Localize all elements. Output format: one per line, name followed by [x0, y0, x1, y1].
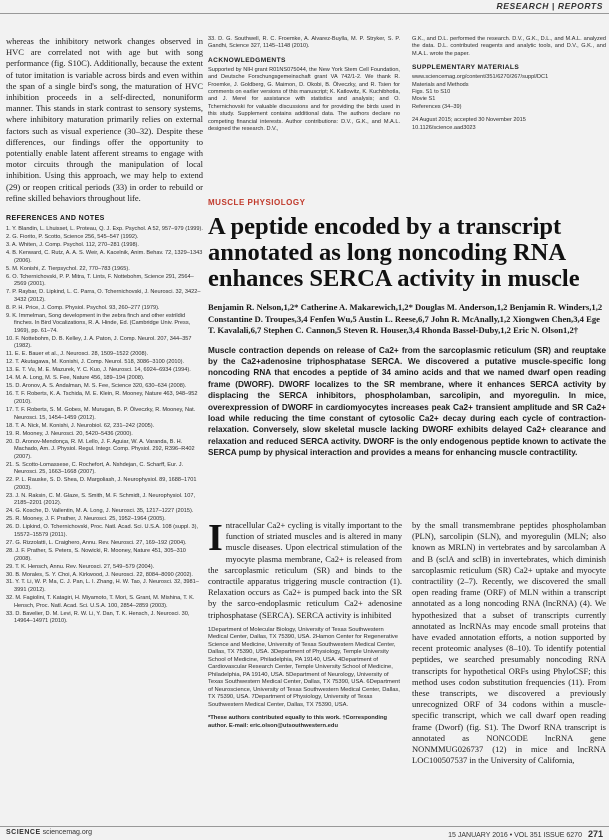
references-list: [6, 226, 203, 626]
header-rule: [0, 13, 609, 14]
author-contributions: G.K., and D.L. performed the research. D.V., G.K., D.L., and M.A.L. analyzed the data. D.L. contributed reagents and analytic tools, and D.V., G.K., and M.A.L. wrote the paper.: [412, 36, 606, 57]
article-header: [208, 198, 606, 459]
reference-item: 3. A. Whiten, J. Comp. Psychol. 112, 270–281 (1998).: [6, 242, 139, 249]
reference-item: 14. M. A. Long, M. S. Fee, Nature 456, 189–194 (2008).: [6, 375, 145, 382]
reference-item: 18. T. A. Nick, M. Konishi, J. Neurobiol. 62, 231–242 (2005).: [6, 422, 155, 429]
reference-item: 7. P. Raybar, D. Lipkind, L. C. Parra, O. Tchernichovski, J. Neurosci. 32, 3422–3432 (2012).: [6, 289, 201, 303]
supplementary-heading: SUPPLEMENTARY MATERIALS: [412, 64, 520, 72]
author-affiliations: 1Department of Molecular Biology, University of Texas Southwestern Medical Center, Dallas, TX 75390, USA. 2Hamon Center for Regenerative Science and Medicine, University of Texas Southwestern Medical Center, Dallas, TX 75390, USA. 3Department of Physiology, Temple University School of Medicine, Philadelphia, PA 19140, USA. 4Department of Cardiovascular Research Center, Temple University School of Medicine, Philadelphia, PA 19140, USA. 5Department of Neurology, University of Texas Southwestern Medical Center, Dallas, TX 75390, USA. 6Department of Neuroscience, University of Texas Southwestern Medical Center, Dallas, TX 75390, USA. 7Department of Physiology, University of Texas Southwestern Medical Center, Dallas, TX 75390, USA.: [208, 626, 400, 708]
references-heading: REFERENCES AND NOTES: [6, 215, 105, 223]
reference-item: 5. M. Konishi, Z. Tierpsychol. 22, 770–783 (1965).: [6, 265, 130, 272]
supplementary-item: Figs. S1 to S10: [412, 89, 451, 96]
article-title: A peptide encoded by a transcript annotated as long noncoding RNA enhances SERCA activity in muscle: [208, 213, 580, 292]
acknowledgments-heading: ACKNOWLEDGMENTS: [208, 56, 286, 64]
acknowledgments-block: [208, 36, 400, 133]
journal-site[interactable]: sciencemag.org: [42, 829, 92, 836]
reference-item: 31. Y. T. Li, W. P. Ma, C. J. Pan, L. I. Zhang, H. W. Tao, J. Neurosci. 32, 3981–3991 (2012).: [6, 579, 199, 594]
drop-cap: I: [208, 517, 223, 559]
supplementary-url[interactable]: www.sciencemag.org/content/351/6270/267/suppl/DC1: [412, 74, 549, 81]
footer-rule: [0, 826, 609, 827]
reference-item: 11. E. E. Bauer et al., J. Neurosci. 28, 1509–1522 (2008).: [6, 351, 149, 358]
journal-name: SCIENCE: [6, 829, 41, 836]
supplementary-item: Materials and Methods: [412, 81, 469, 88]
reference-item: 19. R. Mooney, J. Neurosci. 20, 5420–5436 (2000).: [6, 430, 133, 437]
reference-item: 30. B. Morales, S. Y. Choi, A. Kirkwood, J. Neurosci. 22, 8084–8090 (2002).: [6, 571, 193, 578]
reference-item: 28. J. F. Prather, S. Peters, S. Nowicki, R. Mooney, Nature 451, 305–310 (2008).: [6, 547, 186, 562]
supplementary-list: [412, 74, 606, 111]
page-number: 271: [587, 829, 603, 839]
reference-item: 8. P. H. Price, J. Comp. Physiol. Psychol. 93, 260–277 (1979).: [6, 304, 160, 311]
section-header: RESEARCH | REPORTS: [496, 1, 603, 11]
reference-item: 26. D. Lipkind, O. Tchernichovski, Proc. Natl. Acad. Sci. U.S.A. 108 (suppl. 3), 15572–15579 (2011).: [6, 524, 199, 538]
intro-paragraph: [208, 517, 402, 621]
corresponding-author: *These authors contributed equally to this work. †Corresponding author. E-mail: eric.olson@utsouthwestern.edu: [208, 715, 388, 729]
supplementary-item: References (34–39): [412, 103, 462, 110]
article-section-label: MUSCLE PHYSIOLOGY: [208, 198, 306, 207]
reference-item: 12. T. Akutagawa, M. Konishi, J. Comp. Neurol. 518, 3086–3100 (2010).: [6, 359, 185, 366]
acknowledgments-text: Supported by NIH grant R01NS075044, the New York Stem Cell Foundation, and Deutsche Forschungsgemeinschaft grant VA 742/1-2. We thank R. Froemke, J. Goldberg, G. Maimon, D. Okobi, B. Ölveczky, and R. Tsien for comments on earlier versions of this manuscript; K. Katlowitz, K. Kuchibhotla, and J. Merel for assistance with statistics and analysis; and O. Tchernichovski for valuable discussions and for providing the birds used in this study. Supplement contains additional data. The authors declare no competing financial interests. Author contributions: D.V., G.K., and M.A.L. designed the research. D.V.,: [208, 66, 400, 133]
reference-item: 24. G. Kosche, D. Vallentin, M. A. Long, J. Neurosci. 35, 1217–1227 (2015).: [6, 508, 194, 515]
reference-item: 32. M. Fagiolini, T. Katagiri, H. Miyamoto, T. Mori, S. Grant, M. Mishina, T. K. Hensch, Proc. Natl. Acad. Sci. U.S.A. 100, 2854–2859 (2003).: [6, 595, 195, 609]
reference-item: 9. K. Immelman, Song development in the zebra finch and other estrildid finches. In Bird Vocalizations, R. A. Hinde, Ed. (Cambridge Univ. Press, 1969), pp. 61–74.: [6, 312, 191, 334]
reference-item: 15. D. Aronov, A. S. Andalman, M. S. Fee, Science 320, 630–634 (2008).: [6, 383, 187, 390]
footer-journal: [6, 829, 92, 836]
intro-right-column: [412, 520, 606, 766]
reference-item: 25. R. Mooney, J. F. Prather, J. Neurosci. 25, 1952–1964 (2005).: [6, 516, 166, 523]
previous-article-conclusion: whereas the inhibitory network changes observed in HVC are correlated not with age but with song performance (fig. S10C). Additionally, because the extent of tutor imitation is variable across birds and even within the span of a single bird's song, the maturation of HVC inhibition proceeds in a self-directed, nonuniform manner. This stands in stark contrast to sensory systems, where inhibitory maturation primarily relies on external factors such as visual experience (30–32). Despite these differences, our findings offer the opportunity to potentially enable latent afferent streams to engage with motor circuits through the manipulation of local inhibition. Using this approach, we may help to extend (29) or reopen critical periods (33) in order to rebuild or refine skilled behaviors throughout life.: [6, 36, 203, 203]
reference-item: 10. F. Nottebohm, D. B. Kelley, J. A. Paton, J. Comp. Neurol. 207, 344–357 (1982).: [6, 335, 192, 350]
page-footer: [0, 826, 609, 840]
footer-issue: [448, 829, 603, 839]
reference-item: 21. S. Scotto-Lomassese, C. Rochefort, A. Nshdejan, C. Scharff, Eur. J. Neurosci. 25, 1663–1668 (2007).: [6, 461, 184, 476]
reference-item: 16. T. F. Roberts, K. A. Tschida, M. E. Klein, R. Mooney, Nature 463, 948–952 (2010).: [6, 391, 198, 405]
issue-info: 15 JANUARY 2016 • VOL 351 ISSUE 6270: [448, 832, 582, 839]
supplementary-block: [412, 36, 606, 132]
supplementary-item: Movie S1: [412, 96, 436, 103]
reference-item: 33. D. Bavelier, D. M. Levi, R. W. Li, Y. Dan, T. K. Hensch, J. Neurosci. 30, 14964–14971 (2010).: [6, 610, 190, 625]
reference-item: 23. J. N. Raksin, C. M. Glaze, S. Smith, M. F. Schmidt, J. Neurophysiol. 107, 2185–2201 (2012).: [6, 492, 196, 507]
intro-left-column: [208, 517, 402, 730]
reference-item: 20. D. Aronov-Mendonça, R. M. Lello, J. F. Aguiar, W. A. Varanda, B. H. Machado, Am. J. Physiol. Regul. Integr. Comp. Physiol. 292, R396–R402 (2007).: [6, 438, 195, 460]
doi-link[interactable]: 10.1126/science.aad3023: [412, 124, 476, 131]
reference-item: 4. B. Kenward, C. Rutz, A. A. S. Weir, A. Kacelnik, Anim. Behav. 72, 1329–1343 (2006).: [6, 250, 203, 264]
reference-item: 13. E. T. Vu, M. E. Mazurek, Y. C. Kuo, J. Neurosci. 14, 6924–6934 (1994).: [6, 367, 191, 374]
reference-item: 17. T. F. Roberts, S. M. Gobes, M. Murugan, B. P. Ölveczky, R. Mooney, Nat. Neurosci. 15, 1454–1459 (2012).: [6, 406, 196, 421]
page-header: [0, 0, 609, 14]
intro-text-left: ntracellular Ca2+ cycling is vitally important to the function of striated muscles and is altered in many muscle diseases. Upon electrical stimulation of the myocyte plasma membrane, Ca2+ is released from the sarcoplasmic reticulum (SR) and binds to the contractile apparatus triggering muscle contraction (1). Relaxation occurs as Ca2+ is pumped back into the SR by the sarco-endoplasmic reticulum Ca2+ adenosine triphosphatase (SERCA). SERCA activity is inhibited: [208, 520, 402, 620]
reference-item: 2. G. Fiorito, P. Scotto, Science 256, 545–547 (1992).: [6, 234, 139, 241]
article-abstract: Muscle contraction depends on release of Ca2+ from the sarcoplasmic reticulum (SR) and reuptake by the Ca2+adenosine triphosphatase SERCA. We discovered a putative muscle-specific long noncoding RNA that encodes a peptide of 34 amino acids and that we named dwarf open reading frame (DWORF). DWORF localizes to the SR membrane, where it enhances SERCA activity by displacing the SERCA inhibitors, phospholamban, sarcolipin, and myoregulin. In mice, overexpression of DWORF in cardiomyocytes increases peak Ca2+ transient amplitude and SR Ca2+ load while reducing the time constant of cytosolic Ca2+ decay during each cycle of contraction-relaxation. Conversely, slow skeletal muscle lacking DWORF exhibits delayed Ca2+ clearance and relaxation and reduced SERCA activity. DWORF is the only endogenous peptide known to activate the SERCA pump by physical interaction and provides a means for enhancing muscle contractility.: [208, 345, 606, 458]
article-authors: Benjamin R. Nelson,1,2* Catherine A. Makarewich,1,2* Douglas M. Anderson,1,2 Benjamin R. Winders,1,2 Constantine D. Troupes,3,4 Fenfen Wu,5 Austin L. Reese,6,7 John R. McAnally,1,2 Xiongwen Chen,3,4 Ege T. Kavalali,6,7 Stephen C. Cannon,5 Steven R. Houser,3,4 Rhonda Bassel-Duby,1,2 Eric N. Olson1,2†: [208, 302, 603, 335]
received-dates: 24 August 2015; accepted 30 November 2015: [412, 117, 526, 124]
reference-33: 33. D. G. Southwell, R. C. Froemke, A. Alvarez-Buylla, M. P. Stryker, S. P. Gandhi, Science 327, 1145–1148 (2010).: [208, 36, 400, 50]
reference-item: 1. Y. Blandin, L. Lhuisset, L. Proteau, Q. J. Exp. Psychol. A 52, 957–979 (1999).: [6, 226, 203, 233]
reference-item: 27. G. Rizzolatti, L. Craighero, Annu. Rev. Neurosci. 27, 169–192 (2004).: [6, 539, 187, 546]
reference-item: 22. P. L. Rauske, S. D. Shea, D. Margoliash, J. Neurophysiol. 89, 1688–1701 (2003).: [6, 477, 197, 491]
reference-item: 29. T. K. Hensch, Annu. Rev. Neurosci. 27, 549–579 (2004).: [6, 563, 155, 570]
left-column: [6, 36, 203, 626]
reference-item: 6. O. Tchernichovski, P. P. Mitra, T. Lints, F. Nottebohm, Science 291, 2564–2569 (2001).: [6, 273, 194, 288]
intro-text-right: by the small transmembrane peptides phospholamban (PLN), sarcolipin (SLN), and myoregulin (MLN; also known as MRLN) in vertebrates and by sarcolamban A and B (sclA and sclB) in invertebrates, which diminish sarcoplasmic reticulum (SR) Ca2+ uptake and myocyte contractility (2–7). Recently, we discovered the small open reading frame (ORF) of MLN within a transcript annotated as a long noncoding RNA (lncRNA) (4). We hypothesized that a subset of transcripts currently annotated as lncRNAs may encode small proteins that have evaded annotation efforts, a notion supported by recent proteomic analyses (8–10). To identify potential peptides, we searched presumably noncoding RNA transcripts for hypothetical ORFs using PhyloCSF; this method uses codon substitution frequencies (11). From these transcripts, we discovered a previously unrecognized ORF of 34 codons within a muscle-specific transcript, which we call dwarf open reading frame (Dworf) (fig. S1). The Dworf RNA transcript is annotated as NONCODE lncRNA gene NONMMUG026737 (12) in mice and lncRNA LOC100507537 in the University of California,: [412, 520, 606, 766]
